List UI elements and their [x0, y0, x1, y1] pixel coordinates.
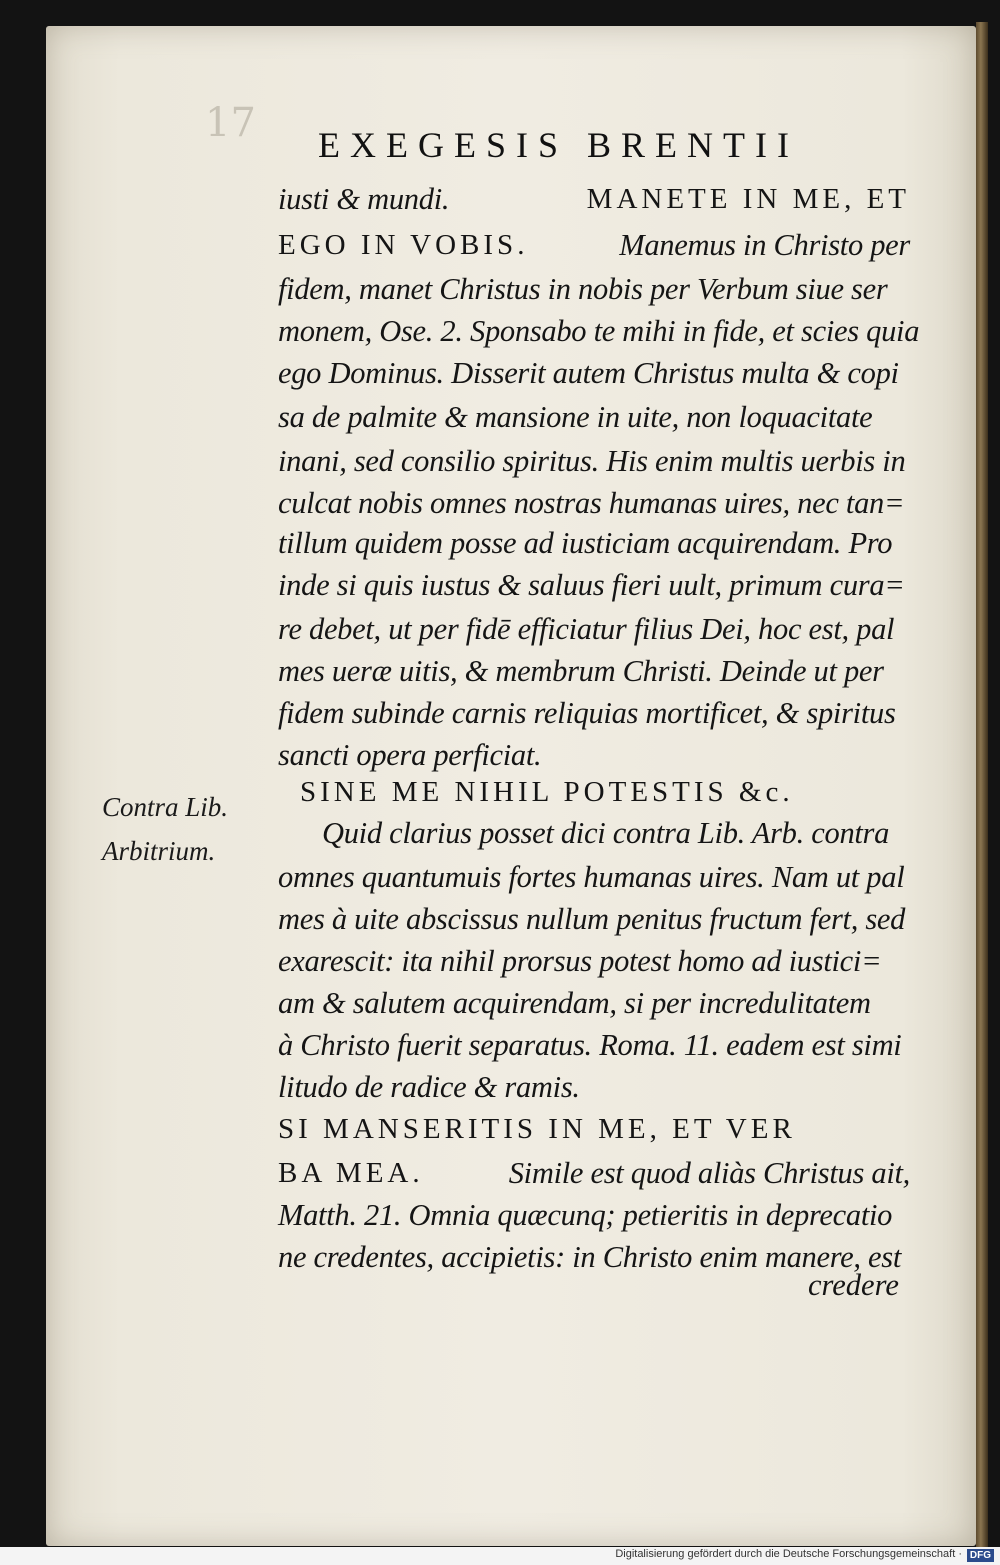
caps-segment: SI MANSERITIS IN ME, ET VER	[278, 1113, 796, 1145]
text-segment: sa de palmite & mansione in uite, non loquacitate	[278, 400, 873, 434]
text-line	[322, 812, 910, 854]
text-segment: fidem subinde carnis reliquias mortificet, & spiritus	[278, 696, 896, 730]
text-segment: ne credentes, accipietis: in Christo enim manere, est	[278, 1240, 902, 1274]
text-line	[278, 522, 910, 564]
catchword: credere	[808, 1268, 899, 1302]
text-line	[278, 268, 910, 310]
text-line	[278, 940, 910, 982]
text-segment: sancti opera perficiat.	[278, 738, 542, 772]
text-segment: monem, Ose. 2. Sponsabo te mihi in fide, et scies quia	[278, 314, 920, 348]
text-segment: inani, sed consilio spiritus. His enim multis uerbis in	[278, 444, 906, 478]
text-line	[278, 650, 910, 692]
marginal-note-line-1: Contra Lib.	[102, 792, 229, 822]
text-segment: Manemus in Christo per	[619, 228, 910, 262]
text-segment: fidem, manet Christus in nobis per Verbum siue ser	[278, 272, 888, 306]
text-line	[278, 898, 910, 940]
text-segment: culcat nobis omnes nostras humanas uires, nec tan=	[278, 486, 905, 520]
text-segment: omnes quantumuis fortes humanas uires. Nam ut pal	[278, 860, 905, 894]
text-segment: am & salutem acquirendam, si per incredulitatem	[278, 986, 871, 1020]
text-line	[278, 608, 910, 650]
text-segment: ego Dominus. Disserit autem Christus multa & copi	[278, 356, 899, 390]
text-line	[278, 352, 910, 394]
marginal-note-line-2: Arbitrium.	[102, 836, 216, 866]
stamp-number: 17	[205, 100, 256, 146]
text-segment: Matth. 21. Omnia quæcunq; petieritis in deprecatio	[278, 1198, 893, 1232]
text-segment: litudo de radice & ramis.	[278, 1070, 580, 1104]
text-segment: mes à uite abscissus nullum penitus fructum fert, sed	[278, 902, 906, 936]
text-line	[278, 396, 910, 438]
caps-segment: EGO IN VOBIS.	[278, 229, 529, 261]
text-line	[278, 1152, 910, 1194]
text-line	[300, 770, 910, 813]
text-segment: mes ueræ uitis, & membrum Christi. Deinde ut per	[278, 654, 884, 688]
text-line	[278, 1194, 910, 1236]
text-segment: Quid clarius posset dici contra Lib. Arb. contra	[322, 816, 890, 850]
caps-segment: BA MEA.	[278, 1157, 424, 1189]
text-line	[278, 1024, 910, 1066]
text-segment: Simile est quod aliàs Christus ait,	[508, 1156, 910, 1190]
text-line	[278, 178, 910, 220]
text-segment: à Christo fuerit separatus. Roma. 11. eadem est simi	[278, 1028, 902, 1062]
text-line	[278, 982, 910, 1024]
book-edge	[976, 22, 988, 1550]
caps-segment: SINE ME NIHIL POTESTIS &c.	[300, 776, 794, 808]
text-segment: iusti & mundi.	[278, 182, 450, 216]
text-line	[278, 692, 910, 734]
text-segment: tillum quidem posse ad iusticiam acquirendam. Pro	[278, 526, 893, 560]
text-line	[278, 482, 910, 524]
text-line	[278, 1108, 910, 1150]
text-line	[278, 310, 920, 352]
dfg-logo: DFG	[967, 1549, 994, 1562]
caps-segment: MANETE IN ME, ET	[586, 183, 910, 215]
text-line	[278, 224, 910, 266]
text-segment: re debet, ut per fidē efficiatur filius Dei, hoc est, pal	[278, 612, 895, 646]
text-segment: inde si quis iustus & saluus fieri uult, primum cura=	[278, 568, 905, 602]
text-line	[278, 440, 910, 482]
text-line	[278, 856, 910, 898]
footer-credit: Digitalisierung gefördert durch die Deutsche Forschungsgemeinschaft ·	[615, 1548, 962, 1560]
text-line	[278, 1066, 910, 1108]
running-head: EXEGESIS BRENTII	[318, 125, 799, 165]
text-segment: exarescit: ita nihil prorsus potest homo ad iustici=	[278, 944, 882, 978]
text-line	[278, 564, 910, 606]
